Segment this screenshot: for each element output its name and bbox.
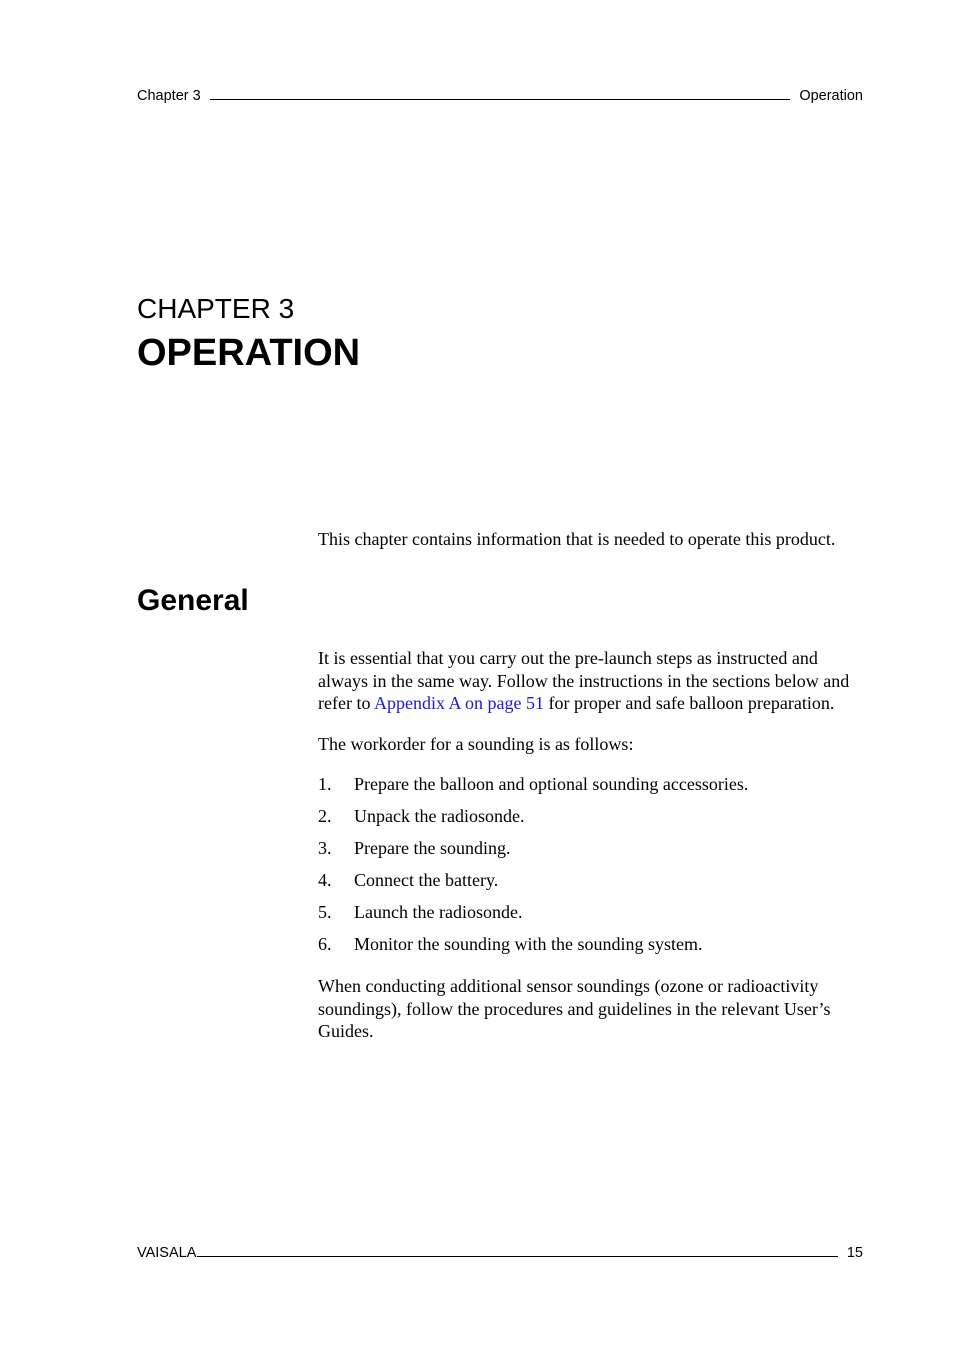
page-number: 15 xyxy=(846,1245,863,1261)
step-number: 3. xyxy=(318,838,332,858)
list-item xyxy=(318,901,866,933)
page-header xyxy=(137,86,863,106)
workorder-steps-list xyxy=(318,773,866,965)
paragraph-prelaunch-text-1: It is essential that you carry out the pre-launch steps as instructed and always in the same way. Follow the instructions in the sections below and refer to xyxy=(318,648,850,713)
chapter-title: OPERATION xyxy=(137,332,361,374)
step-text: Monitor the sounding with the sounding system. xyxy=(354,934,703,954)
step-text: Prepare the sounding. xyxy=(354,838,511,858)
step-number: 5. xyxy=(318,902,332,922)
page-footer xyxy=(137,1243,863,1263)
section-content xyxy=(318,647,866,1061)
step-text: Launch the radiosonde. xyxy=(354,902,523,922)
footer-company-name: VAISALA xyxy=(137,1245,197,1261)
step-text: Unpack the radiosonde. xyxy=(354,806,525,826)
header-chapter-label: Chapter 3 xyxy=(137,88,201,104)
header-rule xyxy=(210,86,791,100)
paragraph-workorder: The workorder for a sounding is as follows: xyxy=(318,733,634,754)
step-number: 6. xyxy=(318,934,332,954)
step-number: 2. xyxy=(318,806,332,826)
paragraph-prelaunch xyxy=(318,647,866,715)
paragraph-prelaunch-text-2: for proper and safe balloon preparation. xyxy=(543,693,835,713)
paragraph-additional-soundings: When conducting additional sensor soundings (ozone or radioactivity soundings), follow the procedures and guidelines in the relevant User’s Guides. xyxy=(318,976,831,1041)
list-item xyxy=(318,773,866,805)
list-item xyxy=(318,837,866,869)
list-item xyxy=(318,933,866,965)
list-item xyxy=(318,869,866,901)
list-item xyxy=(318,805,866,837)
header-section-label: Operation xyxy=(799,88,863,104)
step-number: 4. xyxy=(318,870,332,890)
appendix-a-link[interactable]: Appendix A on page 51 xyxy=(373,693,544,713)
chapter-number: CHAPTER 3 xyxy=(137,293,295,324)
chapter-intro: This chapter contains information that is needed to operate this product. xyxy=(318,529,836,549)
section-heading: General xyxy=(137,584,249,617)
step-number: 1. xyxy=(318,774,332,794)
step-text: Connect the battery. xyxy=(354,870,499,890)
footer-rule xyxy=(197,1243,837,1257)
step-text: Prepare the balloon and optional sounding accessories. xyxy=(354,774,749,794)
